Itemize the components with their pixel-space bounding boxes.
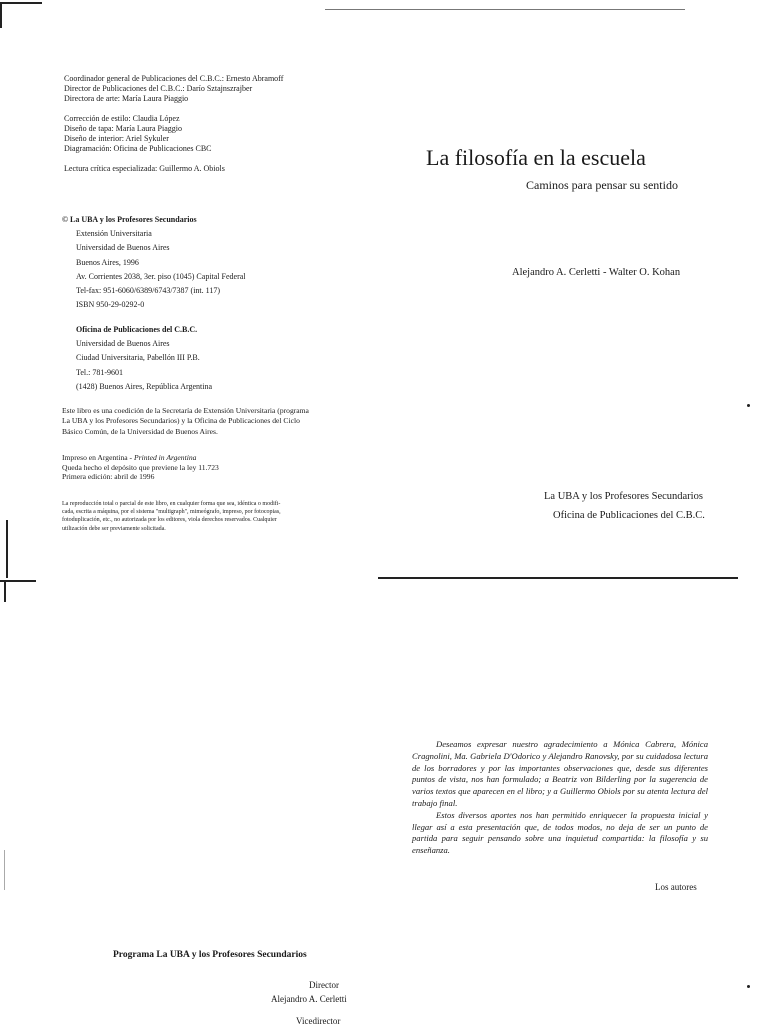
copyright-line: Av. Corrientes 2038, 3er. piso (1045) Capital Federal — [76, 271, 246, 281]
credit-line: Diagramación: Oficina de Publicaciones CBC — [64, 144, 212, 153]
copyright-heading: © La UBA y los Profesores Secundarios — [62, 215, 197, 224]
top-left-corner-mark-vertical — [0, 2, 2, 28]
oficina-line: Universidad de Buenos Aires — [76, 339, 170, 349]
critical-reading-line: Lectura crítica especializada: Guillermo A. Obiols — [64, 164, 225, 173]
book-authors: Alejandro A. Cerletti - Walter O. Kohan — [512, 267, 681, 278]
coedition-line: La UBA y los Profesores Secundarios) y la Oficina de Publicaciones del Ciclo — [62, 416, 300, 426]
vice-director-label: Vicedirector — [296, 1016, 341, 1026]
credit-line: Director de Publicaciones del C.B.C.: Darío Sztajnszrajber — [64, 84, 253, 93]
credit-line: Directora de arte: María Laura Piaggio — [64, 94, 189, 103]
printed-line — [62, 453, 219, 463]
page-divider-rule — [378, 577, 738, 579]
publisher-line: La UBA y los Profesores Secundarios — [544, 491, 703, 502]
copyright-line: Tel-fax: 951-6060/6389/6743/7387 (int. 117) — [76, 286, 221, 296]
oficina-block — [76, 323, 212, 394]
director-label: Director — [309, 980, 339, 990]
program-title: Programa La UBA y los Profesores Secundarios — [113, 950, 307, 960]
oficina-line: (1428) Buenos Aires, República Argentina — [76, 381, 213, 391]
top-edge-rule — [325, 9, 685, 10]
legal-deposit-line: Queda hecho el depósito que previene la ley 11.723 — [62, 462, 219, 472]
bottom-left-edge-line — [4, 850, 5, 890]
rights-line: fotoduplicación, etc., no autorizada por los editores, viola derechos reservados. Cualquier — [62, 517, 277, 524]
copyright-line: Extensión Universitaria — [76, 229, 152, 239]
oficina-heading: Oficina de Publicaciones del C.B.C. — [76, 325, 198, 334]
ack-paragraph: Deseamos expresar nuestro agradecimiento a Mónica Cabrera, Mónica Cragnolini, Ma. Gabriela D'Odorico y Alejandro Ranovsky, por su cuidadosa lectura de los borradores y por las importantes observaciones que, desde sus diferentes puntos de vista, nos han formulado; a Beatriz von Bilderling por la sugerencia de varios textos que aparecen en el libro; y a Guillermo Obiols por su atenta lectura del trabajo final. — [412, 739, 708, 808]
credits-block — [64, 74, 283, 174]
coedition-line: Básico Común, de la Universidad de Buenos Aires. — [62, 426, 218, 436]
credit-line: Corrección de estilo: Claudia López — [64, 114, 180, 123]
rights-line: cada, escrita a máquina, por el sistema "multigraph", mimeógrafo, impreso, por fotocopias, — [62, 509, 281, 516]
rights-line: La reproducción total o parcial de este libro, en cualquier forma que sea, idéntica o modifi- — [62, 501, 281, 507]
printed-in-en: Printed in Argentina — [133, 453, 197, 462]
credit-line: Diseño de interior: Ariel Sykuler — [64, 134, 169, 143]
speck-mark — [747, 404, 750, 407]
printed-in-es: Impreso en Argentina - — [62, 453, 134, 462]
director-name: Alejandro A. Cerletti — [271, 994, 347, 1004]
book-subtitle: Caminos para pensar su sentido — [526, 178, 678, 192]
isbn-line: ISBN 950-29-0292-0 — [76, 300, 145, 310]
ack-paragraph: Estos diversos aportes nos han permitido enriquecer la propuesta inicial y llegar así a esta presentación que, de todos modos, no deja de ser un punto de partida para seguir pensando sobre una inquietud compartida: la filosofía y su enseñanza. — [412, 809, 708, 856]
left-edge-bar — [6, 520, 8, 578]
credit-line: Coordinador general de Publicaciones del C.B.C.: Ernesto Abramoff — [64, 74, 284, 83]
coedition-note — [62, 406, 362, 437]
first-edition-line: Primera edición: abril de 1996 — [62, 472, 155, 481]
rights-line: utilización debe ser previamente solicitada. — [62, 525, 166, 532]
oficina-line: Tel.: 781-9601 — [76, 367, 123, 377]
ack-signature: Los autores — [655, 882, 697, 892]
oficina-line: Ciudad Universitaria, Pabellón III P.B. — [76, 353, 200, 363]
copyright-block — [62, 213, 246, 312]
copyright-line: Universidad de Buenos Aires — [76, 243, 170, 253]
printing-info — [62, 453, 219, 482]
book-title: La filosofía en la escuela — [426, 145, 646, 170]
copyright-line: Buenos Aires, 1996 — [76, 257, 139, 267]
credit-line: Diseño de tapa: María Laura Piaggio — [64, 124, 182, 133]
speck-mark — [747, 985, 750, 988]
top-left-corner-mark — [0, 2, 42, 4]
coedition-line: Este libro es una coedición de la Secretaría de Extensión Universitaria (programa — [62, 406, 309, 415]
acknowledgments — [412, 739, 708, 857]
middle-left-corner-mark-vertical — [4, 580, 6, 602]
rights-notice — [62, 500, 362, 533]
publisher-line: Oficina de Publicaciones del C.B.C. — [553, 510, 705, 521]
